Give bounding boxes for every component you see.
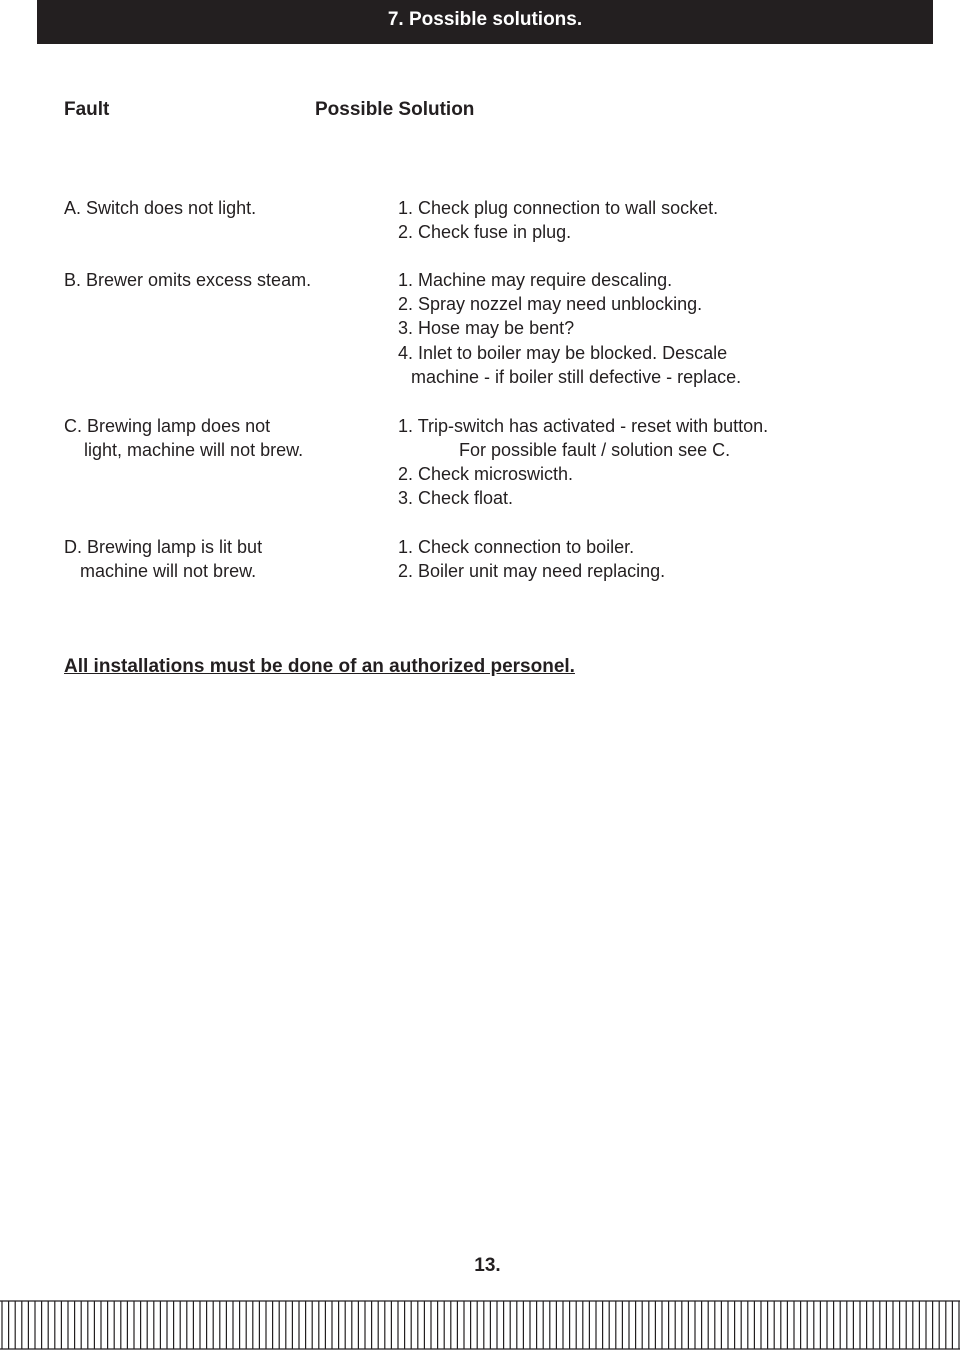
page-number: 13.: [474, 1255, 501, 1276]
solution-c-line-2: For possible fault / solution see C.: [459, 440, 731, 460]
section-header: [37, 0, 933, 44]
solution-b-line-2: 2. Spray nozzel may need unblocking.: [398, 294, 703, 314]
solution-b-line-1: 1. Machine may require descaling.: [398, 270, 673, 290]
solution-b-line-4: 4. Inlet to boiler may be blocked. Descale: [398, 343, 728, 363]
fault-c-line-1: C. Brewing lamp does not: [64, 416, 271, 436]
solution-a-line-1: 1. Check plug connection to wall socket.: [398, 198, 719, 218]
fault-d-line-2: machine will not brew.: [80, 561, 257, 581]
solution-c-line-3: 2. Check microswicth.: [398, 464, 574, 484]
solution-c-line-1: 1. Trip-switch has activated - reset with button.: [398, 416, 769, 436]
fault-d-line-1: D. Brewing lamp is lit but: [64, 537, 263, 557]
solution-a-line-2: 2. Check fuse in plug.: [398, 222, 572, 242]
fault-c-line-2: light, machine will not brew.: [84, 440, 304, 460]
solution-b-line-3: 3. Hose may be bent?: [398, 318, 575, 338]
solution-b-line-5: machine - if boiler still defective - replace.: [411, 367, 742, 387]
fault-column-heading: Fault: [64, 99, 110, 120]
fault-b-line-1: B. Brewer omits excess steam.: [64, 270, 312, 290]
solution-d-line-2: 2. Boiler unit may need replacing.: [398, 561, 666, 581]
solution-c-line-4: 3. Check float.: [398, 488, 514, 508]
fault-a-line-1: A. Switch does not light.: [64, 198, 257, 218]
installation-notice: All installations must be done of an authorized personel.: [64, 656, 575, 677]
solution-column-heading: Possible Solution: [315, 99, 475, 120]
solution-d-line-1: 1. Check connection to boiler.: [398, 537, 635, 557]
footer-stripe-pattern: [0, 1300, 960, 1350]
section-title: 7. Possible solutions.: [387, 9, 583, 30]
